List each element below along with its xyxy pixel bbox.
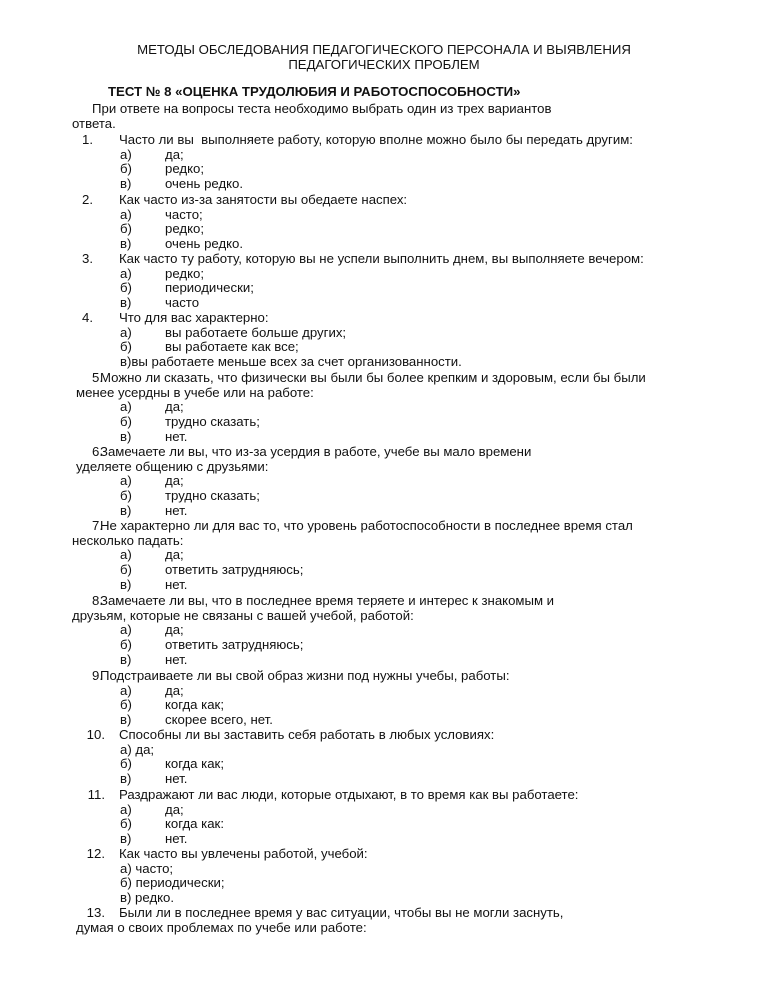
- question-text: Способны ли вы заставить себя работать в любых условиях:: [119, 727, 495, 742]
- option-marker: а): [120, 324, 132, 340]
- option-marker: в): [120, 712, 132, 728]
- option-text: когда как:: [165, 816, 224, 832]
- intro-line-2: ответа.: [72, 116, 116, 131]
- option-marker: б): [120, 488, 132, 504]
- option-marker: в): [120, 236, 132, 252]
- option-text: да;: [165, 682, 184, 698]
- question-text: Замечаете ли вы, что в последнее время теряете и интерес к знакомым и: [100, 593, 555, 608]
- option-text: да;: [165, 399, 184, 415]
- option-marker: б): [120, 221, 132, 237]
- header-line-2: ПЕДАГОГИЧЕСКИХ ПРОБЛЕМ: [288, 57, 480, 72]
- option-text: вы работаете как все;: [165, 339, 299, 355]
- option-text: нет.: [165, 502, 188, 518]
- option-text: нет.: [165, 428, 188, 444]
- question-text: Что для вас характерно:: [119, 310, 269, 325]
- option-marker: в): [120, 651, 132, 667]
- question-number: 6.: [92, 444, 103, 459]
- option-text: да;: [165, 801, 184, 817]
- option-marker: в): [120, 831, 132, 847]
- option-marker: б): [120, 816, 132, 832]
- option-marker: а): [120, 265, 132, 281]
- option-marker: а): [120, 206, 132, 222]
- question-number: 4.: [82, 310, 93, 325]
- option-marker: б): [120, 637, 132, 653]
- question-text: Раздражают ли вас люди, которые отдыхают, в то время как вы работаете:: [119, 787, 579, 802]
- question-text: Были ли в последнее время у вас ситуации, чтобы вы не могли заснуть,: [119, 905, 564, 920]
- option-marker: а): [120, 801, 132, 817]
- question-number: 3.: [82, 251, 93, 266]
- question-number: 2.: [82, 192, 93, 207]
- question-text-continued: уделяете общению с друзьями:: [76, 458, 269, 474]
- option-text: вы работаете больше других;: [165, 324, 347, 340]
- option-text: да;: [165, 146, 184, 162]
- option-marker: а): [120, 473, 132, 489]
- option-marker: б): [120, 697, 132, 713]
- question-number: 13.: [86, 905, 105, 920]
- question-number: 5.: [92, 370, 103, 385]
- question-text: Подстраиваете ли вы свой образ жизни под нужны учебы, работы:: [100, 668, 510, 683]
- option-marker: в): [120, 428, 132, 444]
- test-title: ТЕСТ № 8 «ОЦЕНКА ТРУДОЛЮБИЯ И РАБОТОСПОСОБНОСТИ»: [108, 84, 521, 99]
- option-text: нет.: [165, 576, 188, 592]
- question-number: 11.: [87, 787, 105, 802]
- question-text-continued: несколько падать:: [72, 532, 184, 548]
- question-number: 7.: [92, 518, 103, 533]
- question-text: Можно ли сказать, что физически вы были бы более крепким и здоровым, если бы были: [100, 370, 646, 385]
- question-text-continued: друзьям, которые не связаны с вашей учебой, работой:: [72, 607, 414, 623]
- option-marker: а): [120, 622, 132, 638]
- option-text: ответить затрудняюсь;: [165, 637, 304, 653]
- option-marker: б): [120, 562, 132, 578]
- option-text: да;: [165, 547, 184, 563]
- option-marker: в): [120, 295, 132, 311]
- header-line-1: МЕТОДЫ ОБСЛЕДОВАНИЯ ПЕДАГОГИЧЕСКОГО ПЕРСОНАЛА И ВЫЯВЛЕНИЯ: [137, 42, 631, 57]
- intro-line-1: При ответе на вопросы теста необходимо выбрать один из трех вариантов: [92, 101, 552, 116]
- option-marker: в): [120, 576, 132, 592]
- option-text: ответить затрудняюсь;: [165, 562, 304, 578]
- option-marker: а): [120, 547, 132, 563]
- option-marker: а): [120, 399, 132, 415]
- option-marker: б): [120, 161, 132, 177]
- option-text: периодически;: [165, 280, 254, 296]
- question-text: Часто ли вы выполняете работу, которую вполне можно было бы передать другим:: [119, 132, 633, 147]
- option-marker: в): [120, 502, 132, 518]
- option-text: трудно сказать;: [165, 488, 260, 504]
- option-text: скорее всего, нет.: [165, 712, 273, 728]
- answer-option: б) периодически;: [120, 875, 225, 891]
- option-text: редко;: [165, 265, 204, 281]
- option-marker: б): [120, 756, 132, 772]
- question-text-continued: менее усердны в учебе или на работе:: [76, 384, 314, 400]
- option-marker: в): [120, 176, 132, 192]
- question-number: 8.: [92, 593, 103, 608]
- option-text: нет.: [165, 771, 188, 787]
- question-number: 9.: [92, 668, 103, 683]
- answer-option: а) да;: [120, 741, 155, 757]
- question-number: 12.: [86, 846, 105, 861]
- option-marker: в): [120, 771, 132, 787]
- option-text: очень редко.: [165, 176, 244, 192]
- question-text: Как часто вы увлечены работой, учебой:: [119, 846, 368, 861]
- answer-option: в) редко.: [120, 890, 175, 906]
- option-text: часто;: [165, 206, 203, 222]
- question-text: Не характерно ли для вас то, что уровень работоспособности в последнее время стал: [100, 518, 633, 533]
- option-text: очень редко.: [165, 236, 244, 252]
- question-text: Замечаете ли вы, что из-за усердия в работе, учебе вы мало времени: [100, 444, 532, 459]
- option-marker: а): [120, 682, 132, 698]
- option-text: редко;: [165, 161, 204, 177]
- question-number: 10.: [86, 727, 105, 742]
- option-text: трудно сказать;: [165, 414, 260, 430]
- option-marker: б): [120, 280, 132, 296]
- option-marker: б): [120, 414, 132, 430]
- option-text: когда как;: [165, 697, 224, 713]
- option-marker: б): [120, 339, 132, 355]
- question-number: 1.: [82, 132, 93, 147]
- answer-option: а) часто;: [120, 860, 174, 876]
- question-text: Как часто ту работу, которую вы не успели выполнить днем, вы выполняете вечером:: [119, 251, 644, 266]
- answer-option: в)вы работаете меньше всех за счет организованности.: [120, 354, 462, 370]
- option-text: нет.: [165, 831, 188, 847]
- option-text: нет.: [165, 651, 188, 667]
- question-text: Как часто из-за занятости вы обедаете наспех:: [119, 192, 408, 207]
- option-text: когда как;: [165, 756, 224, 772]
- question-text-continued: думая о своих проблемах по учебе или работе:: [76, 919, 367, 935]
- option-marker: а): [120, 146, 132, 162]
- option-text: редко;: [165, 221, 204, 237]
- option-text: да;: [165, 473, 184, 489]
- option-text: часто: [165, 295, 200, 311]
- option-text: да;: [165, 622, 184, 638]
